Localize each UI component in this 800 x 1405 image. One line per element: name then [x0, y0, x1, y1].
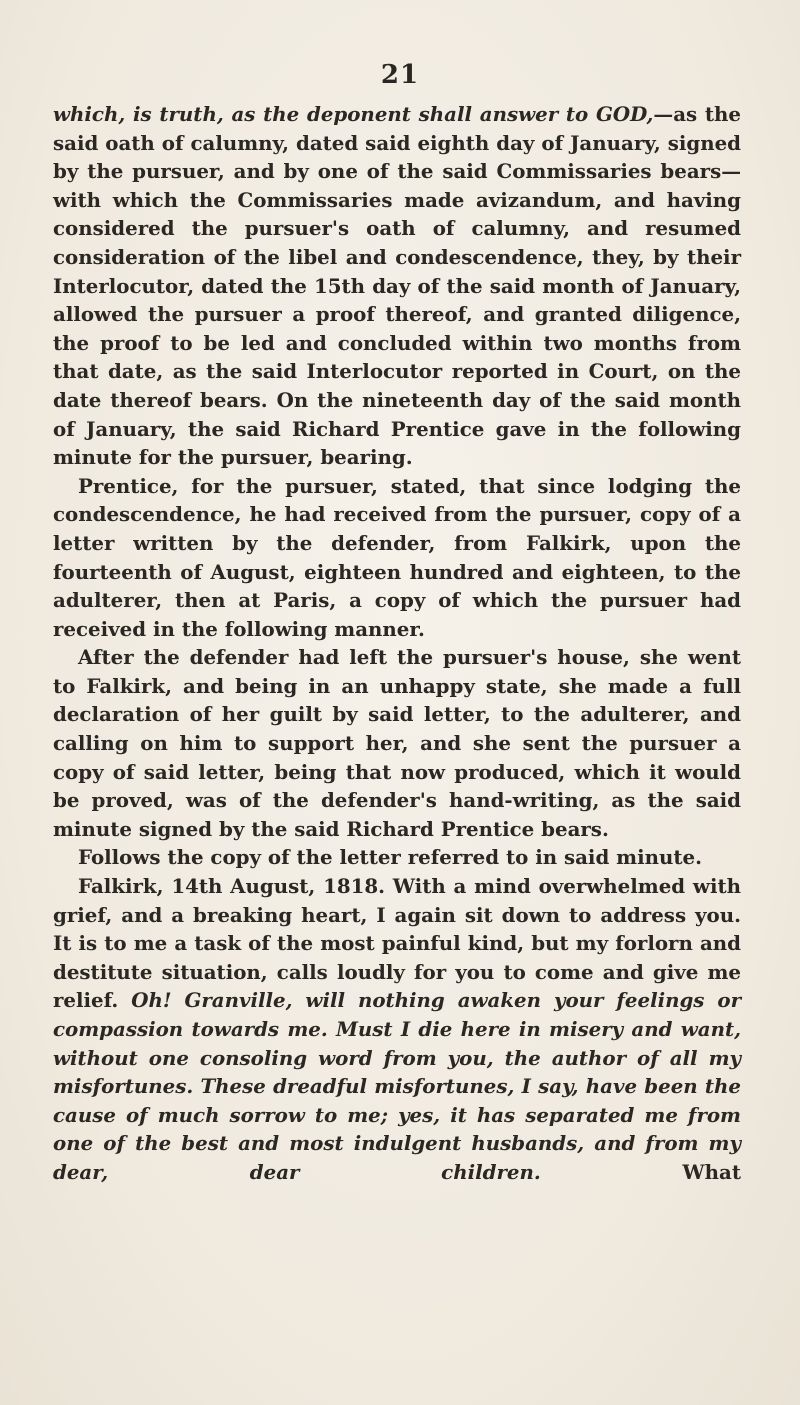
paragraph-oath-and-interlocutor — [53, 100, 741, 472]
paragraph-defender-declaration — [53, 643, 741, 843]
page-number: 21 — [380, 60, 420, 90]
text-run: Falkirk, 14th August, 1818. With a mind overwhelmed with grief, and a breaking heart, I again sit down to address you. It is to me a task of the most painful kind, but my forlorn and destitute situation, calls loudly for you to come and give me relief. — [53, 874, 741, 1013]
text-run: What — [540, 1159, 741, 1184]
text-run: Follows the copy of the letter referred to in said minute. — [78, 845, 702, 870]
italic-run: which, is truth, as the deponent shall answer to GOD, — [53, 102, 654, 126]
italic-run: Oh! Granville, will nothing awaken your feelings or compassion towards me. Must I die here in misery and want, without one consoling word from you, the author of all my misfortunes. These dreadful misfortunes, I say, have been the cause of much sorrow to me; yes, it has separated me from one of the best and most indulgent husbands, and from my dear, dear children. — [53, 988, 741, 1184]
body-text — [53, 100, 741, 1187]
paragraph-letter-intro — [53, 843, 741, 872]
paragraph-letter-text — [53, 872, 741, 1187]
text-run: —as the said oath of calumny, dated said eighth day of January, signed by the pursuer, and by one of the said Commissaries bears—with which the Commissaries made avizandum, and having considered the pursuer's oath of calumny, and resumed consideration of the libel and condescendence, they, by their Interlocutor, dated the 15th day of the said month of January, allowed the pursuer a proof thereof, and granted diligence, the proof to be led and concluded within two months from that date, as the said Interlocutor reported in Court, on the date thereof bears. On the nineteenth day of the said month of January, the said Richard Prentice gave in the following minute for the pursuer, bearing. — [53, 102, 742, 470]
paragraph-prentice-statement — [53, 472, 741, 644]
text-run: After the defender had left the pursuer's house, she went to Falkirk, and being in an unhappy state, she made a full declaration of her guilt by said letter, to the adulterer, and calling on him to support her, and she sent the pursuer a copy of said letter, being that now produced, which it would be proved, was of the defender's hand-writing, as the said minute signed by the said Richard Prentice bears. — [53, 645, 741, 841]
text-run: Prentice, for the pursuer, stated, that since lodging the condescendence, he had received from the pursuer, copy of a letter written by the defender, from Falkirk, upon the fourteenth of August, eighteen hundred and eighteen, to the adulterer, then at Paris, a copy of which the pursuer had received in the following manner. — [53, 473, 741, 641]
